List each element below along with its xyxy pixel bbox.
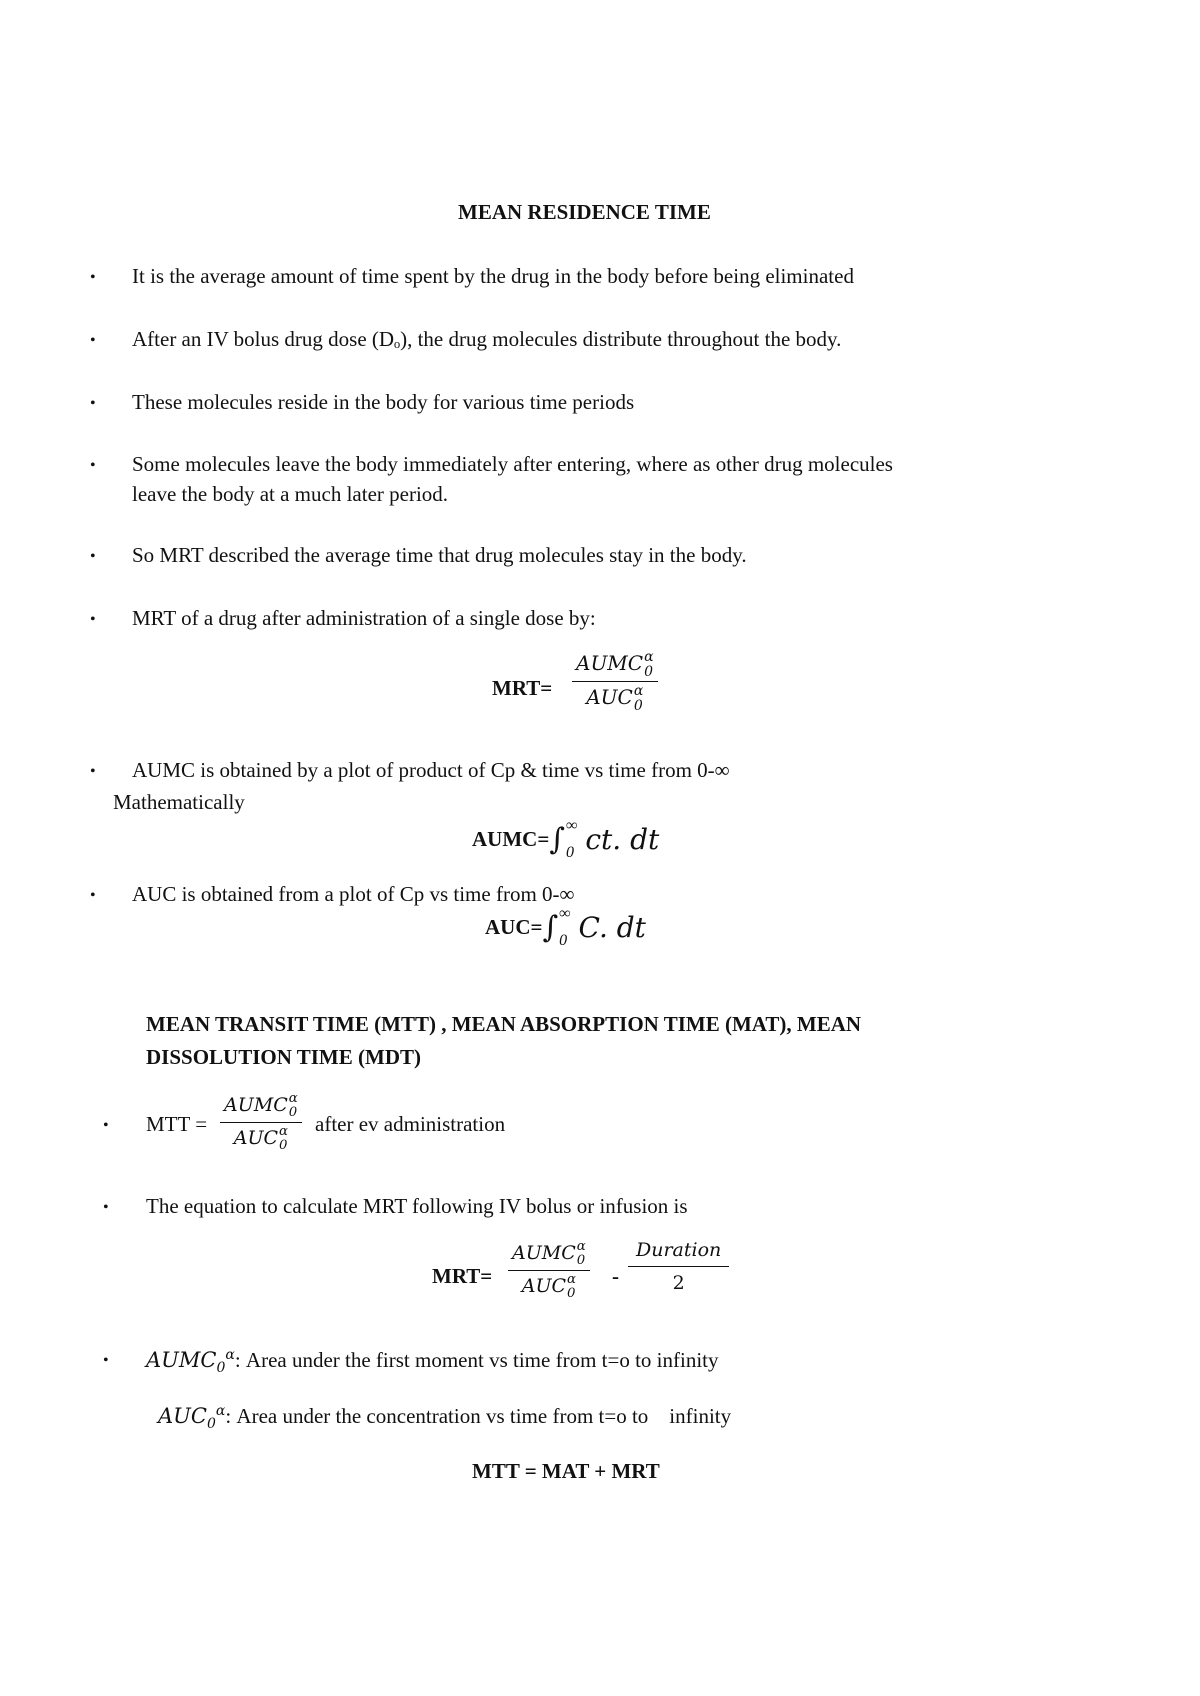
mtt-formula-lhs: MTT = [146,1112,208,1136]
bullet-marker: • [90,548,96,565]
bullet-marker: • [103,1117,109,1134]
mathematically-label: Mathematically [113,790,245,814]
mtt-fraction [220,1092,302,1153]
bullet-text-5: So MRT described the average time that drug molecules stay in the body. [132,543,747,567]
bullet-text-4-cont: leave the body at a much later period. [132,482,449,506]
mrt2-fraction-1: AUMC α 0 AUC α 0 [508,1240,590,1301]
mrt2-minus-sign: - [612,1264,619,1288]
mrt2-fraction-2: Duration 2 [628,1240,729,1295]
bullet-marker: • [90,395,96,412]
mrt-fraction [572,650,658,714]
mtt-numerator: AUMC α 0 [220,1092,302,1123]
mrt-formula-lhs: MRT= [492,676,553,700]
mrt-denominator: AUC α 0 [586,683,644,715]
bullet-marker: • [90,763,96,780]
final-equation: MTT = MAT + MRT [472,1459,660,1483]
auc-bullet-text: AUC is obtained from a plot of Cp vs time from 0-∞ [132,882,575,906]
bullet-text-1: It is the average amount of time spent by the drug in the body before being eliminated [132,264,854,288]
aumc-bullet-text: AUMC is obtained by a plot of product of Cp & time vs time from 0-∞ [132,758,730,782]
mtt-formula-suffix: after ev administration [315,1112,506,1136]
bullet-text-6: MRT of a drug after administration of a single dose by: [132,606,596,630]
definition-auc: $AUC_0^\alpha$: Area under the concentration vs time from t=o to infinity [158,1403,732,1433]
bullet-text-2: After an IV bolus drug dose (Dₒ), the drug molecules distribute throughout the body. [132,327,842,351]
equation-intro-text: The equation to calculate MRT following IV bolus or infusion is [146,1194,688,1218]
bullet-text-3: These molecules reside in the body for various time periods [132,390,635,414]
bullet-marker: • [103,1199,109,1216]
mtt-denominator: AUC α 0 [233,1123,288,1153]
bullet-marker: • [90,332,96,349]
bullet-marker: • [90,457,96,474]
bullet-text-4: Some molecules leave the body immediately after entering, where as other drug molecules [132,452,893,476]
aumc-integral-formula: AUMC= ∫ ∞ 0 ct. dt [472,817,660,861]
bullet-marker: • [103,1352,109,1369]
mrt2-formula-lhs: MRT= [432,1264,493,1288]
bullet-marker: • [90,611,96,628]
section-heading-line-1: MEAN TRANSIT TIME (MTT) , MEAN ABSORPTION TIME (MAT), MEAN [146,1012,862,1036]
section-heading-line-2: DISSOLUTION TIME (MDT) [146,1045,421,1069]
bullet-marker: • [90,887,96,904]
auc-integral-formula: AUC= ∫ ∞ 0 C. dt [485,905,646,949]
bullet-marker: • [90,269,96,286]
page-title: MEAN RESIDENCE TIME [458,200,711,224]
mrt-numerator: AUMC α 0 [572,650,658,682]
definition-aumc: $AUMC_0^\alpha$: Area under the first moment vs time from t=o to infinity [146,1347,719,1377]
